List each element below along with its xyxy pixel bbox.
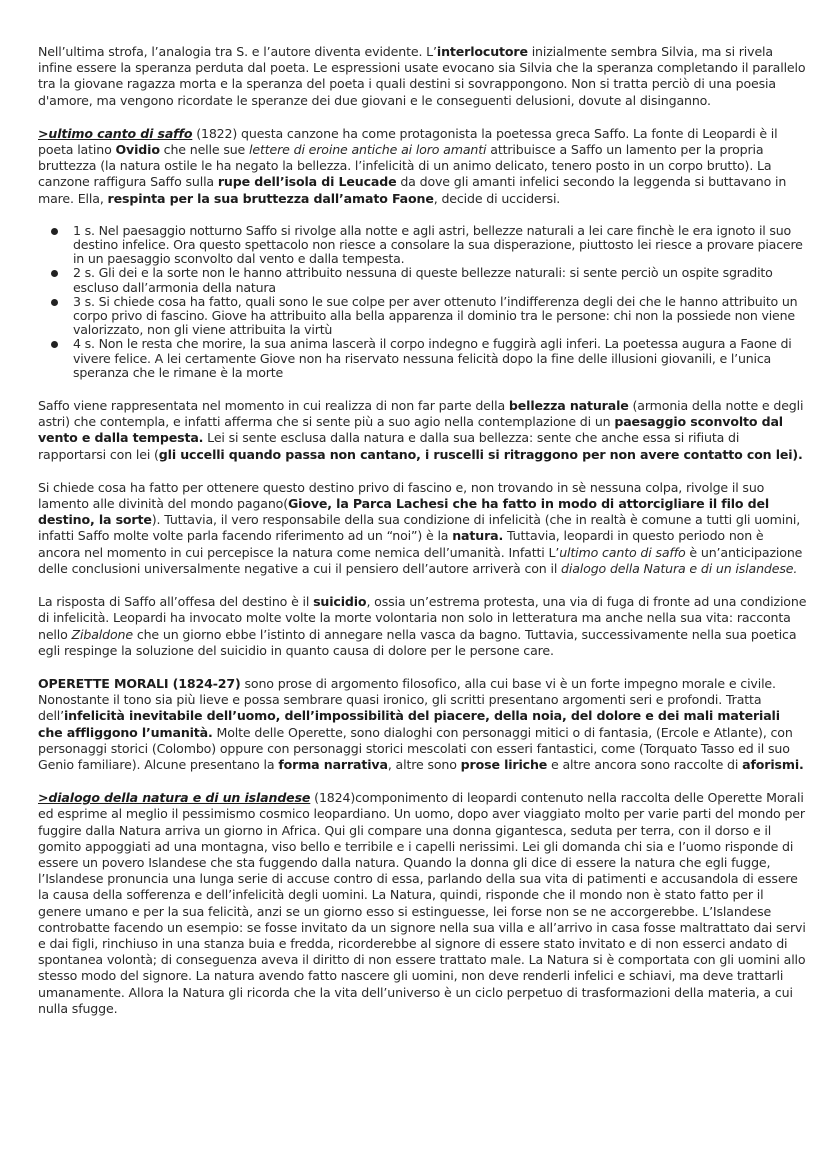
bold-text: bellezza naturale	[508, 398, 629, 414]
paragraph-saffo-lamento	[38, 480, 808, 577]
bullet-stanza-1: 1 s. Nel paesaggio notturno Saffo si rivolge alla notte e agli astri, bellezze naturali a lei care finchè le era ignoto il suo destino infelice. Ora questo spettacolo non riesce a consolare la sua disperazione, piuttosto lei riesce a provare piacere in un paesaggio sconvolto dal vento e dalla tempesta.	[73, 224, 808, 267]
bullet-stanza-4: 4 s. Non le resta che morire, la sua anima lascerà il corpo indegno e fuggirà agli inferi. La poetessa augura a Faone di vivere felice. A lei certamente Giove non ha riservato nessuna felicità dopo la fine delle illusioni giovanili, e l’unica speranza che le rimane è la morte	[73, 337, 808, 380]
bullet-dot-icon	[51, 270, 58, 277]
text-segment: (1824)componimento di leopardi contenuto nella raccolta delle Operette Morali ed esprime al meglio il pessimismo cosmico leopardiano. Un uomo, dopo aver viaggiato molto per varie parti del mondo per fuggire dalla Natura arriva un giorno in Africa. Qui gli compare una donna gigantesca, seduta per terra, con il dorso e il gomito appoggiati ad una montagna, viso bello e terribile e i capelli nerissimi. Lei gli domanda chi sia e l’uomo risponde di essere un povero Islandese che sta fuggendo dalla natura. Quando la donna gli dice di essere la natura che egli fugge, l’Islandese pronuncia una lunga serie di accuse contro di essa, parlando della sua vita di patimenti e accusandola di essere la causa della sofferenza e dell’infelicità degli uomini. La Natura, quindi, risponde che il mondo non è stato fatto per il genere umano e per la sua felicità, anzi se un giorno esso si estinguesse, lei forse non se ne accorgerebbe. L’Islandese controbatte facendo un esempio: se fosse invitato da un signore nella sua villa e all’arrivo in casa fosse maltrattato dai servi e dai figli, rinchiuso in una stanza buia e fredda, ricorderebbe al signore di essere stato invitato e di non esserci andato di spontanea volontà; di conseguenza aveva il diritto di non essere trattato male. La Natura si è comportata con gli uomini allo stesso modo del signore. La natura avendo fatto nascere gli uomini, non deve renderli infelici e schiavi, ma deve trattarli umanamente. Allora la Natura gli ricorda che la vita dell’universo è un ciclo perpetuo di trasformazioni della materia, a cui nulla sfugge.	[38, 790, 806, 1016]
paragraph-operette-morali	[38, 676, 808, 773]
bold-text: rupe dell’isola di Leucade	[217, 174, 397, 190]
bold-text: paesaggio sconvolto dal vento e dalla tempesta.	[38, 414, 783, 446]
text-segment: (1822) questa canzone ha come protagonista la poetessa greca Saffo. La fonte di Leopardi è il poeta latino	[38, 125, 778, 158]
text-segment: Si chiede cosa ha fatto per ottenere questo destino privo di fascino e, non trovando in sè nessuna colpa, rivolge il suo lamento alle divinità del mondo pagano(	[38, 479, 765, 512]
bold-text: OPERETTE MORALI (1824-27)	[38, 675, 241, 691]
section-heading-link: >dialogo della natura e di un islandese	[38, 790, 311, 806]
text-segment: che un giorno ebbe l’istinto di annegare nella vasca da bagno. Tuttavia, successivamente nella sua poetica egli respinge la soluzione del suicidio in quanto causa di dolore per le persone care.	[38, 626, 797, 658]
text-segment: Lei si sente esclusa dalla natura e dalla sua bellezza: sente che anche essa si rifiuta di rapportarsi con lei (	[38, 430, 740, 462]
bullet-stanza-3: 3 s. Si chiede cosa ha fatto, quali sono le sue colpe per aver ottenuto l’indifferenza degli dei che le hanno attribuito un corpo privo di fascino. Giove ha attribuito alla bella apparenza il dominio tra le persone: chi non la possiede non viene valorizzato, non gli viene attribuita la virtù	[73, 295, 808, 338]
text-segment: , altre sono	[387, 756, 461, 772]
text-segment: L’	[426, 44, 437, 59]
italic-text: dialogo della Natura e di un islandese.	[561, 560, 798, 576]
italic-text: lettere di eroine antiche ai loro amanti	[249, 142, 487, 158]
bullet-dot-icon	[51, 228, 58, 235]
text-segment: Tuttavia, leopardi in questo periodo non è ancora nel momento in cui percepisce la natura come nemica dell’umanità. Infatti L’	[38, 528, 764, 560]
bold-text: respinta per la sua bruttezza dall’amato Faone	[107, 190, 434, 206]
text-segment: , decide di uccidersi.	[433, 190, 561, 206]
text-segment: ). Tuttavia, il vero responsabile della sua condizione di infelicità (che in realtà è comune a tutti gli uomini, infatti Saffo molte volte parla facendo riferimento ad un “noi”) è la	[38, 512, 801, 544]
text-segment: da dove gli amanti infelici secondo la leggenda si buttavano in mare. Ella,	[38, 174, 787, 206]
paragraph-saffo-bellezza-naturale	[38, 398, 808, 463]
bold-text: infelicità inevitabile dell’uomo, dell’impossibilità del piacere, della noia, del dolore e dei mali materiali che affliggono l’umanità.	[38, 708, 780, 740]
paragraph-ultimo-canto-di-saffo	[38, 126, 808, 207]
bold-text: forma narrativa	[278, 756, 388, 772]
text-segment: (armonia della notte e degli astri) che contempla, e infatti afferma che si sente più a suo agio nella contemplazione di un	[38, 398, 804, 430]
bold-text: Giove, la Parca Lachesi che ha fatto in modo di attorcigliare il filo del destino, la sorte	[38, 496, 770, 528]
bold-text: interlocutore	[436, 44, 528, 59]
text-segment: Saffo viene rappresentata nel momento in cui realizza di non far parte della	[38, 398, 509, 414]
text-segment: Nell’ultima strofa, l’analogia tra S. e l’autore diventa evidente.	[38, 44, 427, 59]
text-segment: , ossia un’estrema protesta, una via di fuga di fronte ad una condizione di infelicità. Leopardi ha invocato molte volte la morte volontaria non solo in letteratura ma anche nella sua vita: racconta nello	[38, 594, 807, 642]
bold-text: gli uccelli quando passa non cantano, i ruscelli si ritraggono per non avere contatto con lei).	[158, 446, 803, 462]
italic-text: ultimo canto di saffo	[559, 544, 686, 560]
text-segment: Molte delle Operette, sono dialoghi con personaggi mitici o di fantasia, (Ercole e Atlante), con personaggi storici (Colombo) oppure con personaggi storici mescolati con esseri fantastici, come (Torquato Tasso ed il suo Genio familiare). Alcune presentano la	[38, 724, 793, 772]
italic-text: Zibaldone	[71, 626, 133, 642]
text-segment: inizialmente sembra Silvia, ma si rivela infine essere la speranza perduta dal poeta. Le espressioni usate evocano sia Silvia che la speranza completando il parallelo tra la giovane ragazza morta e la speranza del poeta i quali destini si sovrappongono. Non si tratta perciò di una poesia d'amore, ma vengono ricordate le speranze dei due giovani e le conseguenti delusioni, dovute al disinganno.	[38, 44, 806, 108]
bold-text: aforismi.	[742, 756, 804, 772]
bullet-dot-icon	[51, 341, 58, 348]
bullet-dot-icon	[51, 299, 58, 306]
bold-text: natura.	[452, 528, 504, 544]
bold-text: suicidio	[313, 594, 367, 610]
bold-text: prose liriche	[460, 756, 548, 772]
text-segment: sono prose di argomento filosofico, alla cui base vi è un forte impegno morale e civile. Nonostante il tono sia più lieve e possa sembrare quasi ironico, gli scritti presentano argomenti seri e profondi. Tratta dell’	[38, 675, 776, 724]
bullet-stanza-2: 2 s. Gli dei e la sorte non le hanno attribuito nessuna di queste bellezze naturali: si sente perciò un ospite sgradito escluso dall’armonia della natura	[73, 266, 808, 294]
section-heading-link: >ultimo canto di saffo	[38, 125, 193, 141]
paragraph-dialogo-natura-islandese	[38, 790, 808, 1017]
paragraph-silvia-conclusion	[38, 44, 808, 109]
paragraph-saffo-suicidio	[38, 594, 808, 659]
text-segment: La risposta di Saffo all’offesa del destino è il	[38, 594, 314, 610]
stanza-bullet-list	[38, 224, 808, 380]
text-segment: è un’anticipazione delle conclusioni universalmente negative a cui il pensiero dell’autore arriverà con il	[38, 544, 803, 576]
text-segment: che nelle sue	[159, 142, 250, 158]
text-segment: e altre ancora sono raccolte di	[547, 756, 743, 772]
text-segment: attribuisce a Saffo un lamento per la propria bruttezza (la natura ostile le ha negato la bellezza. l’infelicità di un animo delicato, tenero posto in un corpo brutto). La canzone raffigura Saffo sulla	[38, 142, 772, 190]
bold-text: Ovidio	[115, 142, 160, 158]
